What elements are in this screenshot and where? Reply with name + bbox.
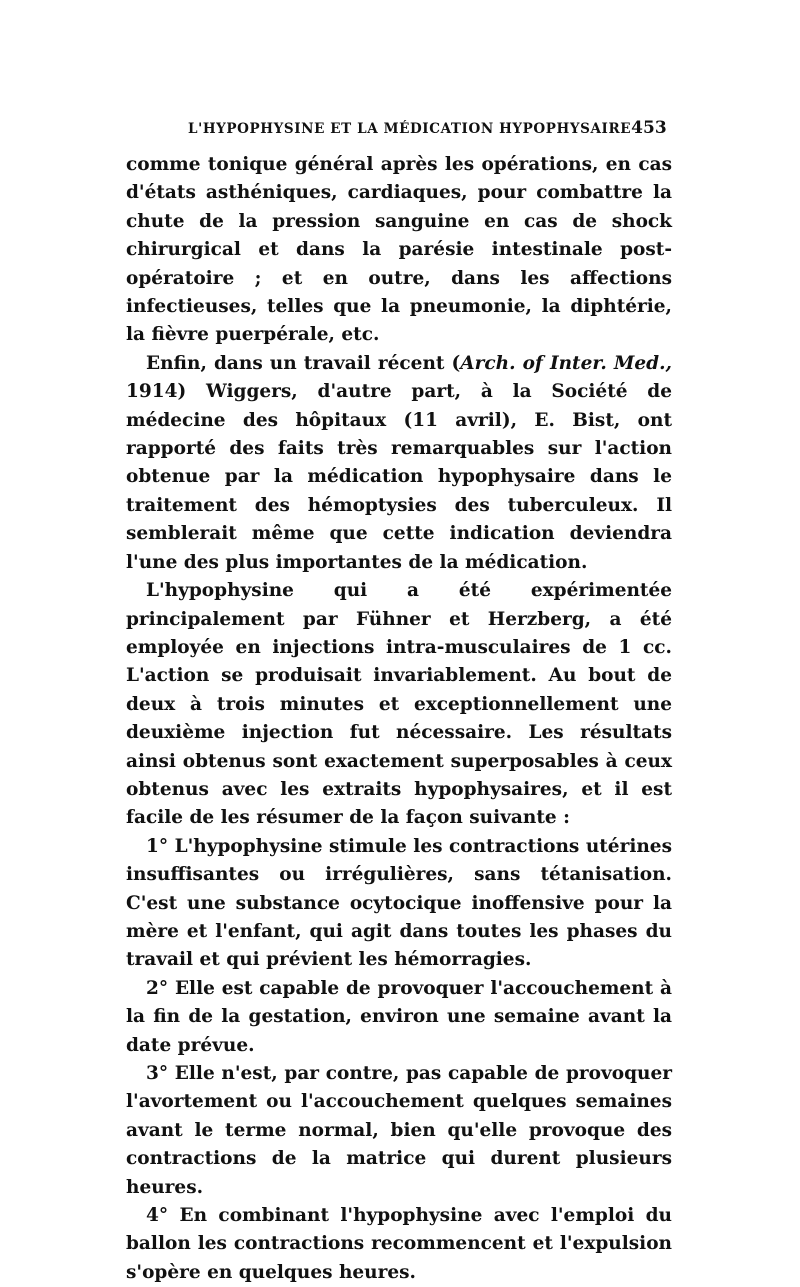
page-number: 453	[631, 118, 667, 138]
paragraph-1	[126, 151, 672, 350]
paragraph-text: 1914) Wiggers, d'autre part, à la Société de médecine des hôpitaux (11 avril), E. Bist, ont rapporté des faits très remarquables sur l'action obtenue par la médication hypophysaire dans le traitement des hémoptysies des tuberculeux. Il semblerait même que cette indication deviendra l'une des plus importantes de la médication.	[126, 381, 672, 573]
citation: Arch. of Inter. Med.,	[460, 352, 672, 374]
body-text	[126, 151, 672, 1287]
list-item-3	[126, 1060, 672, 1202]
paragraph-lead: Enfin, dans un travail récent (	[146, 352, 461, 374]
paragraph-text: 1° L'hypophysine stimule les contractions utérines insuffisantes ou irrégulières, sans tétanisation. C'est une substance ocytocique inoffensive pour la mère et l'enfant, qui agit dans toutes les phases du travail et qui prévient les hémorragies.	[126, 835, 672, 971]
paragraph-text: L'hypophysine qui a été expérimentée principalement par Fühner et Herzberg, a été employée en injections intra-musculaires de 1 cc. L'action se produisait invariablement. Au bout de deux à trois minutes et exceptionnellement une deuxième injection fut nécessaire. Les résultats ainsi obtenus sont exactement superposables à ceux obtenus avec les extraits hypophysaires, et il est facile de les résumer de la façon suivante :	[126, 580, 672, 829]
paragraph-2	[126, 350, 672, 577]
paragraph-3	[126, 577, 672, 833]
page-header	[188, 118, 667, 138]
list-item-2	[126, 975, 672, 1060]
list-item-4	[126, 1202, 672, 1287]
running-title: L'HYPOPHYSINE ET LA MÉDICATION HYPOPHYSAIRE	[188, 121, 632, 137]
paragraph-text: 4° En combinant l'hypophysine avec l'emploi du ballon les contractions recommencent et l'expulsion s'opère en quelques heures.	[126, 1205, 672, 1283]
list-item-1	[126, 833, 672, 975]
paragraph-text: 2° Elle est capable de provoquer l'accouchement à la fin de la gestation, environ une semaine avant la date prévue.	[126, 977, 672, 1056]
paragraph-text: 3° Elle n'est, par contre, pas capable de provoquer l'avortement ou l'accouchement quelques semaines avant le terme normal, bien qu'elle provoque des contractions de la matrice qui durent plusieurs heures.	[126, 1063, 672, 1198]
paragraph-text: comme tonique général après les opérations, en cas d'états asthéniques, cardiaques, pour combattre la chute de la pression sanguine en cas de shock chirurgical et dans la parésie intestinale post-opératoire ; et en outre, dans les affections infectieuses, telles que la pneumonie, la diphtérie, la fièvre puerpérale, etc.	[126, 154, 672, 346]
